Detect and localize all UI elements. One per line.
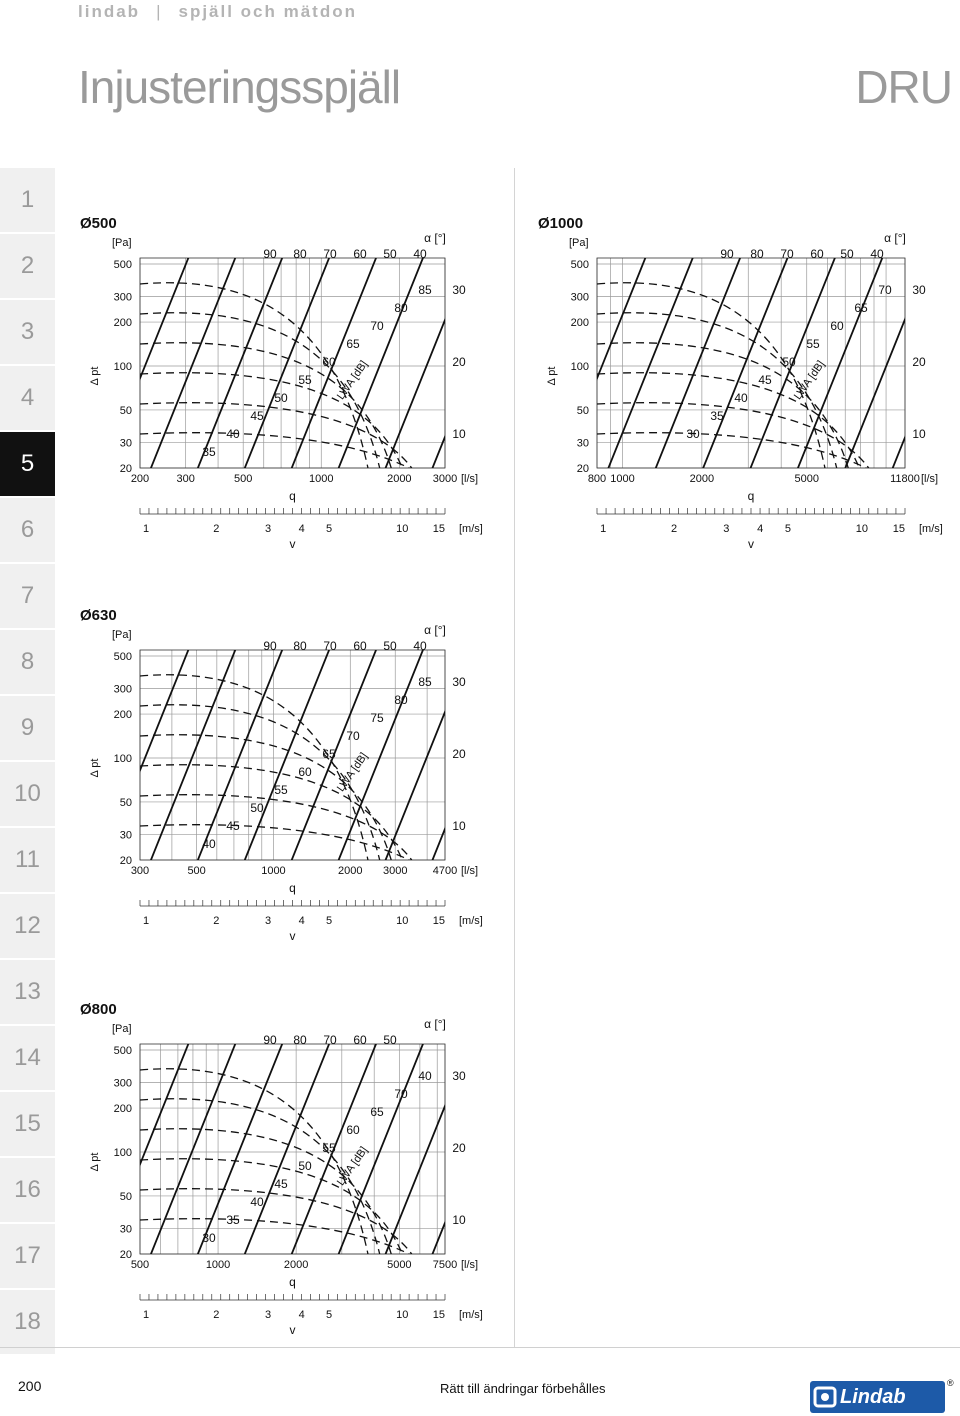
alpha-side-value: 65 [346,337,360,351]
x-unit-label: [l/s] [921,473,939,485]
x-tick-label: 200 [130,473,150,485]
y-tick-label: 500 [113,651,132,663]
chapter-tab-13[interactable]: 13 [0,960,55,1026]
alpha-side-value: 40 [418,1069,432,1083]
alpha-side-value: 40 [734,391,748,405]
v-unit-label: [m/s] [459,1309,483,1321]
v-tick-label: 1 [143,915,150,927]
chapter-tab-8[interactable]: 8 [0,630,55,696]
alpha-top-value: 80 [293,639,307,653]
y-tick-label: 20 [119,463,132,475]
curve-group [100,596,538,870]
y-tick-label: 300 [570,291,589,304]
noise-value: 10 [452,819,466,833]
alpha-side-value: 65 [322,747,336,761]
x-tick-label: 500 [234,473,253,485]
alpha-side-value: 40 [202,837,216,851]
alpha-side-value: 40 [250,1195,264,1209]
page-title: Injusteringsspjäll [78,61,401,113]
y-tick-label: 200 [113,709,132,722]
alpha-top-value: 40 [413,247,427,261]
alpha-side-value: 70 [370,319,384,333]
lindab-logo [810,1381,945,1413]
noise-curve [597,343,851,478]
alpha-top-value: 40 [413,639,427,653]
chart-title: Ø500 [80,215,117,232]
noise-curve [140,795,418,870]
alpha-side-value: 30 [686,427,700,441]
alpha-label: α [°] [424,1017,446,1031]
v-tick-label: 4 [298,1309,305,1321]
lindab-logo-icon [810,1381,840,1413]
v-axis-label: v [748,537,754,551]
v-tick-label: 1 [143,1309,150,1321]
y-tick-label: 50 [576,404,589,417]
logo-text: Lindab [840,1385,906,1408]
alpha-side-value: 30 [202,1231,216,1245]
x-tick-label: 2000 [283,1259,309,1271]
x-tick-label: 1000 [309,473,334,485]
y-axis-label: Δ pt [546,366,558,386]
angle-curve [147,990,257,1264]
v-tick-label: 5 [326,915,333,927]
noise-value: 30 [912,283,926,297]
chapter-tab-1[interactable]: 1 [0,168,55,234]
alpha-top-value: 70 [780,247,794,261]
alpha-side-value: 60 [346,1123,360,1137]
alpha-top-value: 80 [750,247,764,261]
chapter-tab-18[interactable]: 18 [0,1290,55,1356]
v-tick-label: 15 [432,915,446,927]
angle-curve [382,204,492,478]
alpha-top-value: 50 [383,1033,397,1047]
x-tick-label: 1000 [205,1259,231,1271]
noise-curve [597,403,875,478]
chart-3 [80,990,538,1337]
v-tick-label: 4 [757,523,764,535]
v-tick-label: 2 [213,1309,220,1321]
noise-label: LWA [dB] [334,1144,371,1189]
angle-curve [841,204,951,478]
x-unit-label: [l/s] [461,473,479,485]
v-tick-label: 10 [396,523,409,535]
alpha-side-value: 35 [226,1213,240,1227]
v-tick-label: 3 [265,523,272,535]
x-tick-label: 11800 [890,473,920,485]
v-tick-label: 4 [298,523,305,535]
alpha-side-value: 65 [370,1105,384,1119]
alpha-top-value: 70 [323,639,337,653]
chapter-tab-17[interactable]: 17 [0,1224,55,1290]
noise-value: 30 [452,1069,466,1083]
y-tick-label: 20 [119,855,132,867]
x-tick-label: 2000 [689,473,715,485]
angle-curve [382,596,492,870]
chapter-tab-5[interactable]: 5 [0,432,55,498]
chapter-tab-2[interactable]: 2 [0,234,55,300]
y-tick-label: 20 [119,1249,132,1261]
chapter-tab-10[interactable]: 10 [0,762,55,828]
noise-curve [140,1069,370,1264]
noise-value: 20 [452,1141,466,1155]
y-tick-label: 30 [119,829,132,842]
chapter-tab-9[interactable]: 9 [0,696,55,762]
alpha-side-value: 60 [830,319,844,333]
chapter-tab-6[interactable]: 6 [0,498,55,564]
v-tick-label: 15 [892,523,905,535]
product-code: DRU [855,61,952,113]
v-tick-label: 2 [213,915,220,927]
y-tick-label: 20 [576,463,589,475]
x-tick-label: 300 [176,473,195,485]
v-tick-label: 10 [396,915,409,927]
x-tick-label: 300 [130,865,150,877]
chapter-tab-4[interactable]: 4 [0,366,55,432]
v-tick-label: 1 [600,523,607,535]
alpha-side-value: 70 [878,283,892,297]
angle-curve [147,596,257,870]
x-tick-label: 7500 [432,1259,458,1271]
chart-title: Ø630 [80,607,117,624]
alpha-side-value: 50 [274,391,288,405]
chart-2 [80,596,538,943]
angle-curve [747,204,857,478]
alpha-side-value: 85 [418,675,432,689]
chart-title: Ø800 [80,1001,117,1018]
alpha-top-value: 60 [353,1033,367,1047]
noise-value: 20 [452,747,466,761]
v-tick-label: 3 [265,1309,272,1321]
chapter-tab-12[interactable]: 12 [0,894,55,960]
alpha-top-value: 60 [353,247,367,261]
v-tick-label: 1 [143,523,150,535]
alpha-side-value: 55 [322,1141,336,1155]
alpha-top-value: 70 [323,1033,337,1047]
y-tick-label: 50 [119,1190,132,1203]
y-tick-label: 300 [113,291,132,304]
v-tick-label: 5 [326,1309,333,1321]
v-tick-label: 10 [396,1309,409,1321]
alpha-side-value: 50 [298,1159,312,1173]
alpha-top-value: 80 [293,1033,307,1047]
alpha-side-value: 40 [226,427,240,441]
x-unit-label: [l/s] [461,1259,479,1271]
v-axis-label: v [289,929,296,943]
alpha-label: α [°] [884,231,906,245]
alpha-top-value: 90 [263,639,277,653]
x-axis-label: q [289,1275,296,1289]
alpha-side-value: 50 [782,355,796,369]
y-unit-label: [Pa] [112,1023,132,1035]
angle-curve [288,990,398,1264]
y-tick-label: 50 [119,796,132,809]
y-axis-label: Δ pt [89,366,101,386]
alpha-side-value: 50 [250,801,264,815]
chapter-tab-16[interactable]: 16 [0,1158,55,1224]
x-tick-label: 3000 [432,473,458,485]
noise-curve [140,373,406,478]
alpha-top-value: 40 [870,247,884,261]
curve-group [100,204,538,478]
y-axis-label: Δ pt [89,758,101,778]
alpha-label: α [°] [424,623,446,637]
y-unit-label: [Pa] [112,237,132,249]
x-tick-label: 2000 [338,865,363,877]
alpha-side-value: 65 [854,301,868,315]
chapter-tab-7[interactable]: 7 [0,564,55,630]
y-tick-label: 30 [576,437,589,450]
alpha-side-value: 60 [298,765,312,779]
angle-curve [288,204,398,478]
curve-group [557,204,960,478]
y-tick-label: 500 [113,1045,132,1057]
alpha-top-value: 50 [840,247,854,261]
noise-curve [140,675,370,870]
alpha-side-value: 60 [322,355,336,369]
noise-value: 30 [452,283,466,297]
v-tick-label: 15 [432,523,446,535]
v-tick-label: 2 [670,523,678,535]
v-tick-label: 4 [298,915,305,927]
y-tick-label: 50 [119,404,132,417]
plot-frame [140,650,445,860]
v-tick-label: 15 [432,1309,446,1321]
brand-separator: | [156,2,163,21]
y-tick-label: 100 [113,361,132,373]
x-tick-label: 500 [187,865,206,877]
noise-curve [140,1189,418,1264]
noise-curve [597,283,827,478]
alpha-top-value: 90 [720,247,734,261]
alpha-side-value: 55 [274,783,288,797]
noise-value: 10 [912,427,926,441]
y-tick-label: 500 [570,259,589,271]
x-axis-label: q [289,881,296,895]
y-tick-label: 200 [570,317,589,330]
chart-0 [80,204,538,551]
noise-label: LWA [dB] [334,750,371,795]
page-number: 200 [18,1378,42,1394]
alpha-side-value: 35 [710,409,724,423]
noise-value: 20 [452,355,466,369]
v-tick-label: 10 [855,523,869,535]
y-tick-label: 100 [113,753,132,765]
y-tick-label: 200 [113,1103,132,1116]
v-tick-label: 2 [213,523,220,535]
alpha-side-value: 55 [806,337,820,351]
alpha-top-value: 90 [263,1033,277,1047]
x-tick-label: 1000 [261,865,286,877]
alpha-side-value: 75 [370,711,384,725]
noise-curve [597,373,863,478]
y-unit-label: [Pa] [569,237,589,249]
alpha-side-value: 45 [226,819,240,833]
chart-1 [538,204,960,551]
v-unit-label: [m/s] [459,915,483,927]
alpha-side-value: 80 [394,301,408,315]
x-tick-label: 2000 [387,473,412,485]
chapter-tab-3[interactable]: 3 [0,300,55,366]
y-tick-label: 300 [113,1077,132,1090]
alpha-side-value: 45 [758,373,772,387]
y-unit-label: [Pa] [112,629,132,641]
x-unit-label: [l/s] [461,865,479,877]
registered-mark: ® [947,1378,954,1388]
curve-group [100,990,538,1264]
noise-curve [140,283,370,478]
y-axis-label: Δ pt [89,1152,101,1172]
y-tick-label: 300 [113,683,132,696]
alpha-side-value: 70 [394,1087,408,1101]
x-tick-label: 4700 [432,865,458,877]
alpha-top-value: 60 [353,639,367,653]
y-tick-label: 200 [113,317,132,330]
x-tick-label: 5000 [387,1259,412,1271]
v-unit-label: [m/s] [919,523,943,535]
noise-value: 30 [452,675,466,689]
noise-curve [140,765,406,870]
alpha-top-value: 50 [383,247,397,261]
alpha-top-value: 90 [263,247,277,261]
alpha-side-value: 80 [394,693,408,707]
chapter-tab-11[interactable]: 11 [0,828,55,894]
noise-curve [140,403,418,478]
alpha-side-value: 55 [298,373,312,387]
angle-curve [382,990,492,1264]
v-tick-label: 5 [326,523,333,535]
y-tick-label: 100 [113,1147,132,1159]
v-axis-label: v [289,1323,296,1337]
x-tick-label: 5000 [794,473,819,485]
v-axis-label: v [289,537,296,551]
y-tick-label: 500 [113,259,132,271]
noise-value: 10 [452,1213,466,1227]
section-name: spjäll och mätdon [178,2,358,21]
v-tick-label: 5 [784,523,792,535]
y-tick-label: 30 [119,437,132,450]
alpha-side-value: 70 [346,729,360,743]
x-tick-label: 800 [587,473,607,485]
angle-curve [288,596,398,870]
brand-name: lindab [78,2,141,21]
chapter-tab-14[interactable]: 14 [0,1026,55,1092]
x-axis-label: q [747,489,755,503]
alpha-top-value: 80 [293,247,307,261]
x-axis-label: q [289,489,296,503]
alpha-top-value: 50 [383,639,397,653]
noise-curve [140,1159,406,1264]
noise-value: 20 [912,355,926,369]
v-tick-label: 3 [723,523,730,535]
x-tick-label: 3000 [382,865,408,877]
alpha-label: α [°] [424,231,446,245]
noise-label: LWA [dB] [334,358,371,403]
y-tick-label: 30 [119,1223,132,1236]
alpha-side-value: 35 [202,445,216,459]
angle-curve [147,204,257,478]
x-tick-label: 500 [130,1259,150,1271]
alpha-top-value: 60 [810,247,824,261]
noise-label: LWA [dB] [791,358,828,403]
y-tick-label: 100 [570,361,589,373]
v-unit-label: [m/s] [459,523,483,535]
alpha-side-value: 45 [250,409,264,423]
alpha-side-value: 45 [274,1177,288,1191]
v-tick-label: 3 [265,915,272,927]
alpha-top-value: 70 [323,247,337,261]
noise-value: 10 [452,427,466,441]
chart-title: Ø1000 [538,215,584,232]
chapter-tab-15[interactable]: 15 [0,1092,55,1158]
alpha-side-value: 85 [418,283,432,297]
footer-note: Rätt till ändringar förbehålles [440,1381,606,1396]
x-tick-label: 1000 [610,473,635,485]
